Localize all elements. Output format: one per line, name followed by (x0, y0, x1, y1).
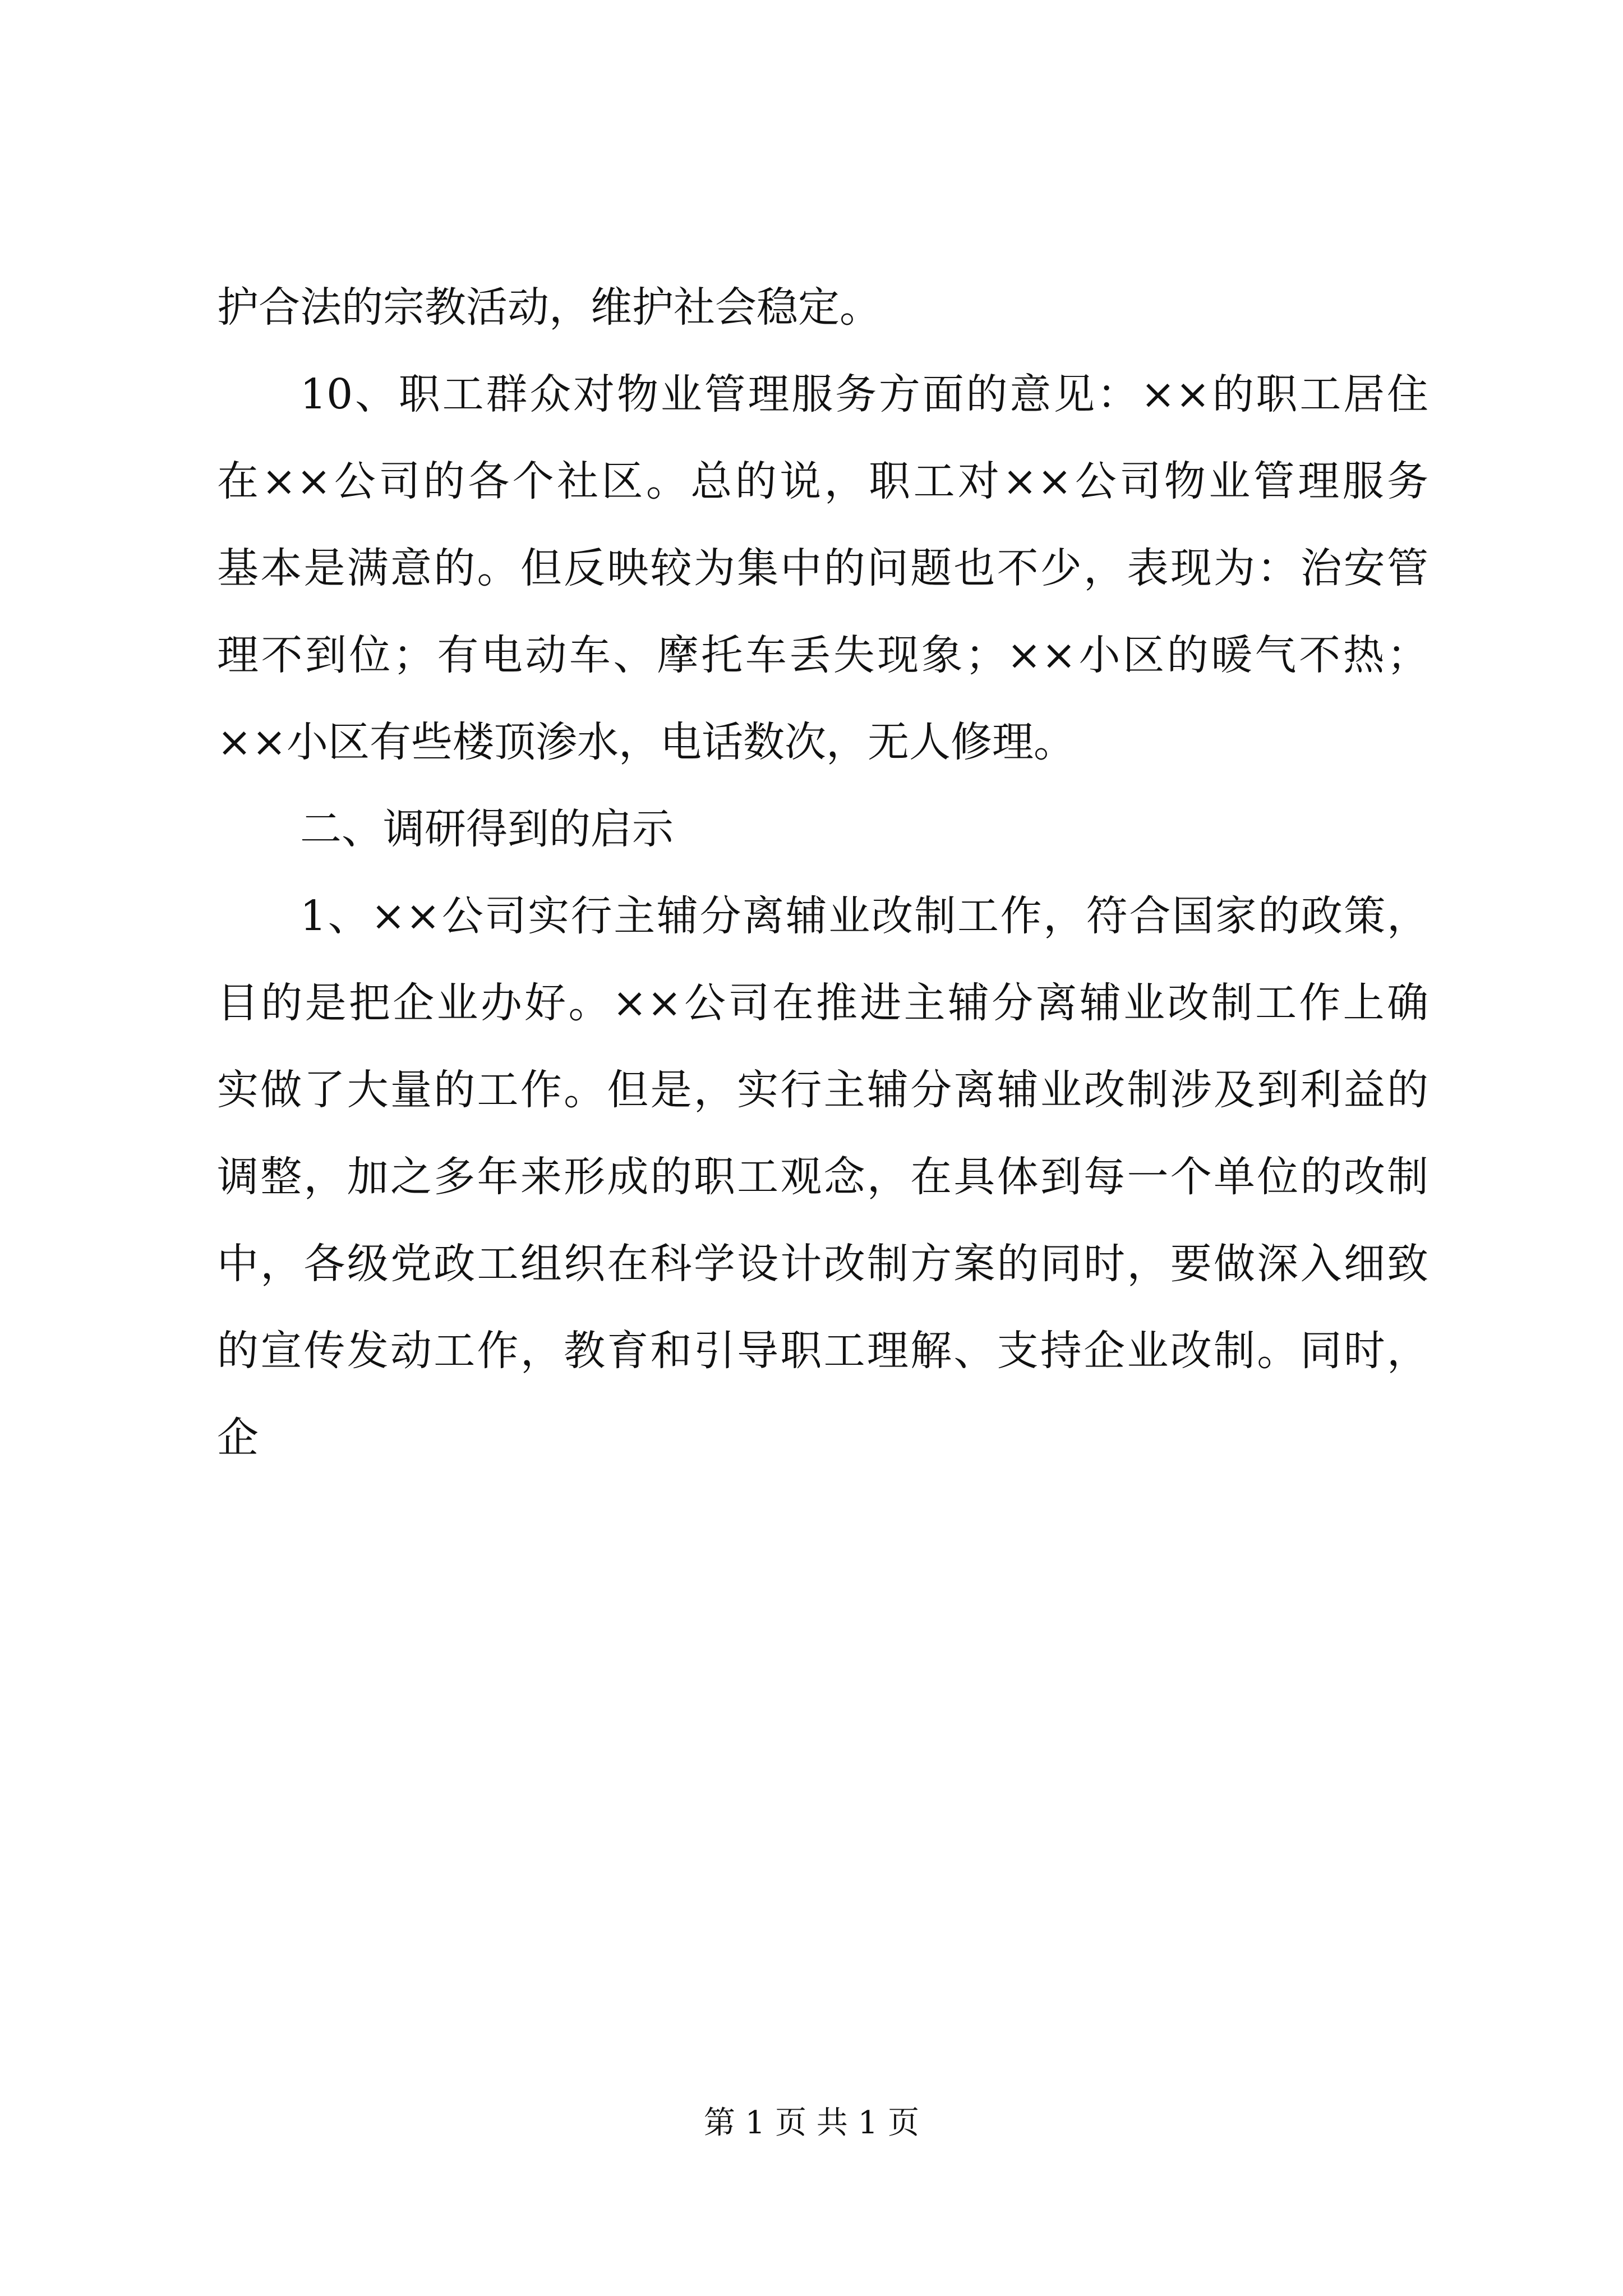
text-line: 10、职工群众对物业管理服务方面的意见：××的职工居住 (300, 370, 1428, 418)
text-line: 目的是把企业办好。××公司在推进主辅分离辅业改制工作上确 (217, 979, 1428, 1027)
text-line: 实做了大量的工作。但是，实行主辅分离辅业改制涉及到利益的 (217, 1066, 1428, 1114)
body-text (217, 264, 1428, 1481)
text-line: 护合法的宗教活动，维护社会稳定。 (217, 283, 881, 332)
text-line: 1、××公司实行主辅分离辅业改制工作，符合国家的政策， (300, 892, 1428, 940)
text-line: ××小区有些楼顶渗水，电话数次，无人修理。 (217, 718, 1076, 766)
text-line: 的宣传发动工作，教育和引导职工理解、支持企业改制。同时， (217, 1327, 1428, 1375)
text-line: 理不到位；有电动车、摩托车丢失现象；××小区的暖气不热； (217, 631, 1428, 679)
page-footer: 第 1 页 共 1 页 (703, 2105, 920, 2141)
text-line: 企 (217, 1414, 259, 1462)
section-heading: 二、调研得到的启示 (300, 805, 674, 853)
text-line: 调整，加之多年来形成的职工观念，在具体到每一个单位的改制 (217, 1153, 1428, 1201)
text-line: 中，各级党政工组织在科学设计改制方案的同时，要做深入细致 (217, 1240, 1428, 1288)
text-line: 基本是满意的。但反映较为集中的问题也不少，表现为：治安管 (217, 544, 1428, 592)
text-line: 在××公司的各个社区。总的说，职工对××公司物业管理服务 (217, 457, 1428, 505)
